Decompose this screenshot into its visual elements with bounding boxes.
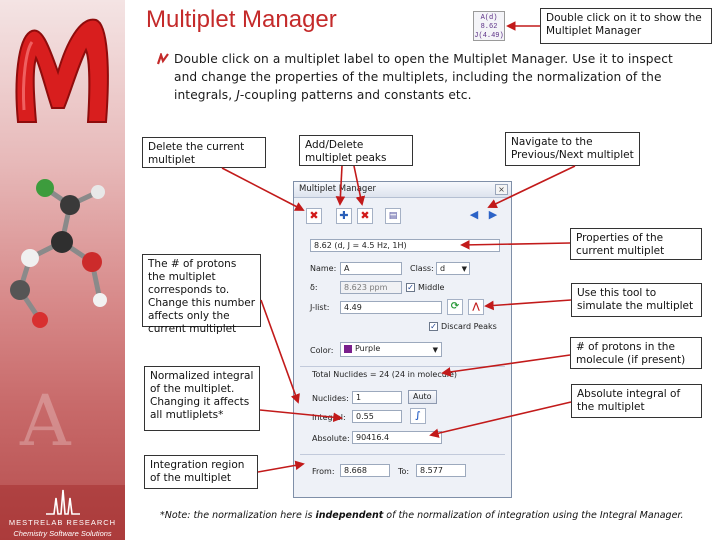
integral-value: 0.55	[356, 412, 374, 421]
multiplet-label-line: 8.62	[480, 23, 498, 31]
name-label: Name:	[310, 264, 337, 273]
dialog-title: Multiplet Manager	[299, 184, 377, 194]
brand-tagline: Chemistry Software Solutions	[13, 529, 112, 538]
delete-peak-button[interactable]: ✖	[357, 208, 373, 224]
jlist-label: J-list:	[310, 303, 330, 312]
arrow-simulate	[486, 300, 571, 306]
footnote-text-end: of the normalization of integration using the Integral Manager.	[383, 510, 684, 521]
absolute-label: Absolute:	[312, 434, 350, 443]
arrow-navigate	[489, 166, 575, 207]
callout-text: # of protons in the molecule (if present)	[576, 341, 686, 366]
intro-text-end: -coupling patterns and constants etc.	[239, 88, 472, 102]
arrow-absolute	[431, 402, 571, 435]
color-value: Purple	[355, 344, 381, 353]
arrow-properties	[462, 243, 570, 245]
jlist-value: 4.49	[344, 303, 362, 312]
middle-label: Middle	[418, 283, 445, 292]
footnote-text: *Note: the normalization here is	[160, 510, 316, 521]
add-peak-button[interactable]: ✚	[336, 208, 352, 224]
auto-label: Auto	[413, 392, 432, 401]
callout-text: Navigate to the Previous/Next multiplet	[511, 136, 634, 161]
middle-checkbox[interactable]: ✓	[407, 283, 414, 292]
next-multiplet-button[interactable]: ▶	[488, 208, 498, 221]
to-label: To:	[398, 467, 410, 476]
callout-text: Integration region of the multiplet	[150, 459, 245, 484]
arrow-normalized	[260, 410, 341, 418]
intro-italic: J	[236, 88, 240, 102]
class-value: d	[440, 264, 446, 273]
peaks-table-button[interactable]: ▤	[385, 208, 401, 224]
integral-label: Integral:	[312, 413, 346, 422]
discard-peaks-label: Discard Peaks	[441, 322, 497, 331]
delta-label: δ:	[310, 283, 318, 292]
delete-multiplet-button[interactable]: ✖	[306, 208, 322, 224]
callout-text: Normalized integral of the multiplet. Changing it affects all mutliplets*	[150, 370, 254, 421]
arrow-add-delete-peaks-2	[354, 166, 362, 204]
total-nuclides: Total Nuclides = 24 (24 in molecule)	[312, 370, 458, 379]
arrow-delete-multiplet	[222, 168, 303, 210]
intro-text: Double click on a multiplet label to open the Multiplet Manager. Use it to inspect and change the properties of the multiplets, including the normalization of the integrals,	[174, 52, 673, 102]
name-value: A	[344, 264, 350, 273]
callout-text: Absolute integral of the multiplet	[577, 388, 681, 413]
delta-value: 8.623 ppm	[344, 283, 388, 292]
integral-curve-icon[interactable]: ∫	[410, 408, 426, 424]
page-title: Multiplet Manager	[146, 6, 337, 33]
callout-text: Add/Delete multiplet peaks	[305, 139, 387, 164]
previous-multiplet-button[interactable]: ◀	[469, 208, 479, 221]
refresh-icon[interactable]: ⟳	[447, 299, 463, 315]
close-icon[interactable]: ×	[495, 184, 508, 195]
from-label: From:	[312, 467, 335, 476]
arrow-protons	[261, 300, 298, 402]
brand-name: MESTRELAB RESEARCH	[8, 518, 117, 527]
chevron-down-icon: ▼	[432, 346, 438, 354]
callout-text: Delete the current multiplet	[148, 141, 245, 166]
arrow-add-delete-peaks	[340, 166, 342, 204]
nuclides-label: Nuclides:	[312, 394, 349, 403]
callout-text: Properties of the current multiplet	[576, 232, 665, 257]
arrow-protons-molecule	[443, 355, 570, 373]
multiplet-summary: 8.62 (d, J = 4.5 Hz, 1H)	[314, 241, 407, 250]
footnote	[160, 509, 700, 523]
class-label: Class:	[410, 264, 434, 273]
footnote-emphasis: independent	[315, 510, 384, 521]
to-value: 8.577	[420, 466, 443, 475]
simulate-multiplet-icon[interactable]: ⋀	[468, 299, 484, 315]
callout-text: Double click on it to show the Multiplet Manager	[546, 12, 702, 37]
multiplet-label-line: J(4.49)	[474, 32, 504, 40]
color-label: Color:	[310, 346, 334, 355]
from-value: 8.668	[344, 466, 367, 475]
chevron-down-icon: ▼	[461, 265, 467, 273]
multiplet-label-line: A(d)	[480, 14, 498, 22]
discard-peaks-checkbox[interactable]: ✓	[430, 322, 437, 331]
watermark-letter: A	[20, 380, 71, 462]
absolute-value: 90416.4	[356, 433, 390, 442]
nuclides-value: 1	[356, 393, 362, 402]
arrow-integration-region	[258, 464, 303, 472]
callout-text: Use this tool to simulate the multiplet	[577, 287, 694, 312]
callout-text: The # of protons the multiplet corresponds to. Change this number affects only the current multiplet	[148, 258, 256, 335]
